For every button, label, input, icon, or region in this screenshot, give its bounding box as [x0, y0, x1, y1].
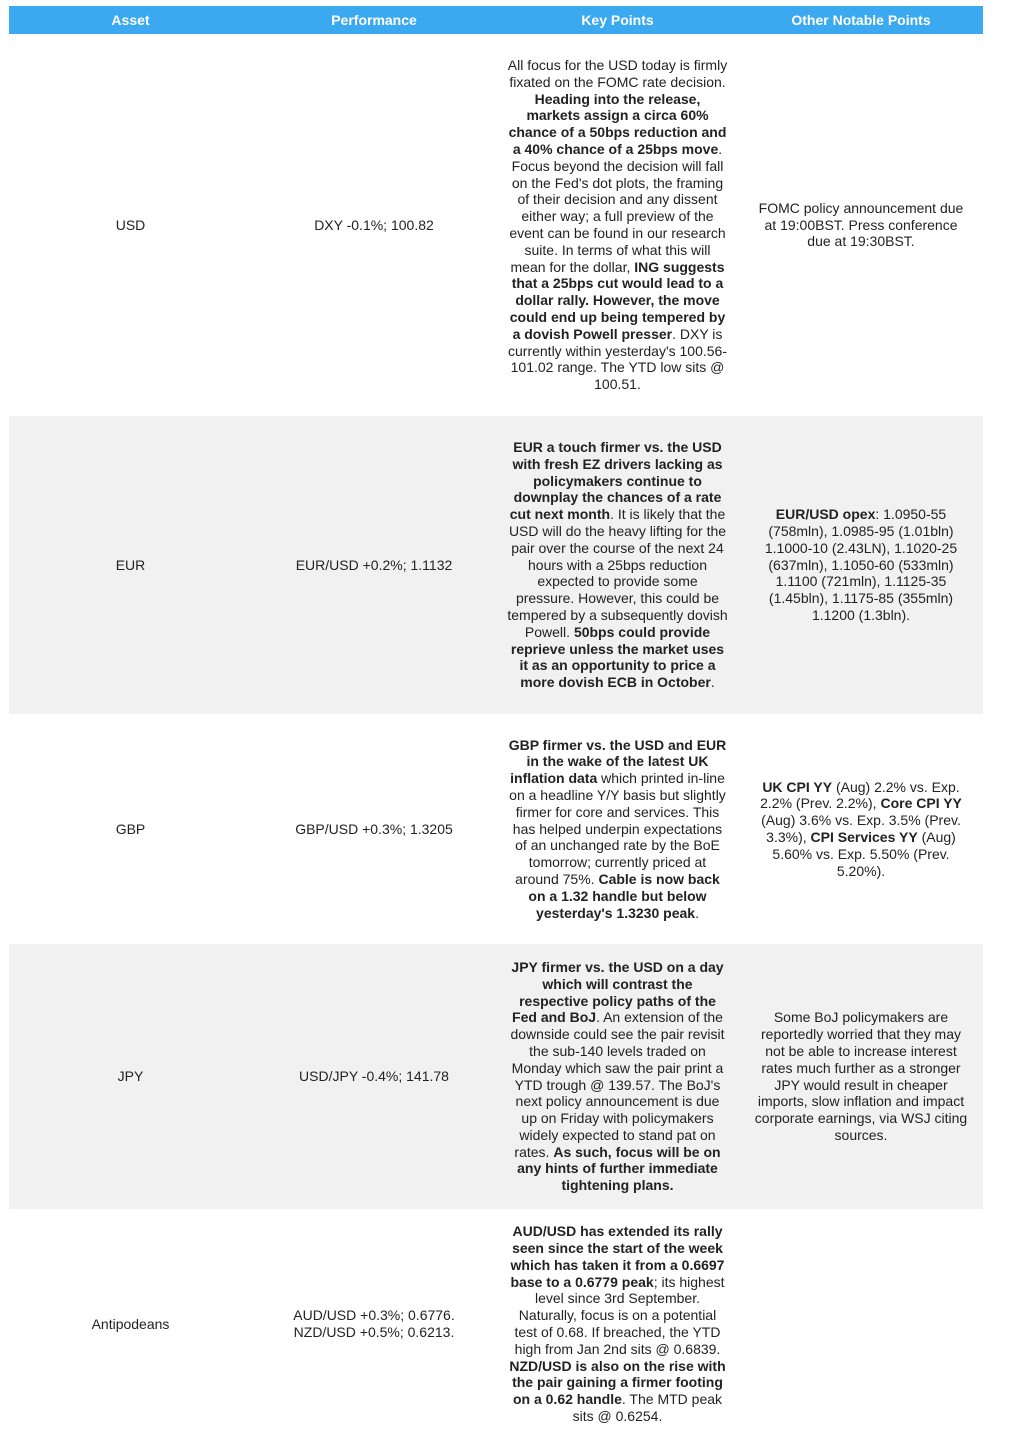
text: (Aug) 3.6% vs. Exp. 3.5% (Prev. 3.3%), [761, 812, 961, 845]
text: . DXY is currently within yesterday's 100.56-101.02 range. The YTD low sits @ 100.51. [508, 325, 727, 393]
other-points-cell [739, 714, 983, 944]
text: Some BoJ policymakers are reportedly worried that they may not be able to increase interest rates much further as a stronger JPY would result in cheaper imports, slow inflation and impact corporate earnings, via WSJ citing sources. [754, 1009, 968, 1143]
other-points-cell [739, 1209, 983, 1439]
other-points-cell [739, 416, 983, 714]
performance-line: AUD/USD +0.3%; 0.6776. [293, 1307, 455, 1324]
text: . [710, 674, 715, 691]
performance-cell [252, 944, 496, 1209]
header-performance: Performance [252, 6, 496, 34]
key-points-cell [496, 944, 739, 1209]
bold-text: 50bps could provide reprieve unless the market uses it as an opportunity to price a more dovish ECB in October [510, 623, 725, 691]
row-jpy [9, 944, 983, 1209]
bold-text: AUD/USD has extended its rally seen since the start of the week which has taken it from a 0.6697 base to a 0.6779 peak [510, 1223, 725, 1290]
performance-line: NZD/USD +0.5%; 0.6213. [293, 1324, 455, 1340]
bold-text: CPI Services YY [810, 829, 918, 845]
text: : 1.0950-55 (758mln), 1.0985-95 (1.01bln) 1.1000-10 (2.43LN), 1.1020-25 (637mln), 1.1050-60 (533mln) 1.1100 (721mln), 1.1125-35 (1.45bln), 1.1175-85 (355mln) 1.1200 (1.3bln). [764, 506, 958, 623]
text: . Focus beyond the decision will fall on the Fed's dot plots, the framing of their decision and any dissent either way; a full preview of the event can be found in our research suite. In terms of what this will mean for the dollar, [509, 141, 726, 275]
header-row [9, 6, 983, 34]
header-other-notable-points: Other Notable Points [739, 6, 983, 34]
other-points-cell [739, 944, 983, 1209]
asset-cell: Antipodeans [9, 1209, 252, 1439]
row-usd [9, 34, 983, 416]
performance-line: DXY -0.1%; 100.82 [314, 216, 434, 233]
bold-text: EUR a touch firmer vs. the USD with fresh EZ drivers lacking as policymakers continue to downplay the chances of a rate cut next month [509, 439, 723, 523]
asset-cell: USD [9, 34, 252, 416]
text: (Aug) 5.60% vs. Exp. 5.50% (Prev. 5.20%). [772, 829, 956, 879]
performance-cell [252, 416, 496, 714]
performance-line: USD/JPY -0.4%; 141.78 [299, 1068, 449, 1085]
bold-text: JPY firmer vs. the USD on a day which will contrast the respective policy paths of the Fed and BoJ [511, 958, 724, 1026]
text: . The MTD peak sits @ 0.6254. [572, 1391, 723, 1424]
text: . [695, 904, 699, 921]
asset-cell: EUR [9, 416, 252, 714]
header-asset: Asset [9, 6, 252, 34]
key-points-cell [496, 416, 739, 714]
bold-text: NZD/USD is also on the rise with the pair gaining a firmer footing on a 0.62 handle [509, 1357, 726, 1408]
bold-text: As such, focus will be on any hints of further immediate tightening plans. [517, 1143, 721, 1194]
row-gbp [9, 714, 983, 944]
other-points-cell [739, 34, 983, 416]
bold-text: UK CPI YY [762, 778, 833, 795]
performance-cell [252, 1209, 496, 1439]
fx-table [9, 6, 983, 1439]
performance-cell [252, 714, 496, 944]
row-antipodeans [9, 1209, 983, 1439]
row-eur [9, 416, 983, 714]
asset-cell: GBP [9, 714, 252, 944]
bold-text: Cable is now back on a 1.32 handle but below yesterday's 1.3230 peak [528, 870, 720, 921]
bold-text: EUR/USD opex [775, 506, 876, 523]
performance-cell [252, 34, 496, 416]
bold-text: Heading into the release, markets assign a circa 60% chance of a 50bps reduction and a 40% chance of a 25bps move [508, 90, 727, 158]
bold-text: Core CPI YY [880, 795, 962, 812]
key-points-cell [496, 34, 739, 416]
text: FOMC policy announcement due at 19:00BST. Press conference due at 19:30BST. [758, 199, 964, 250]
text: ; its highest level since 3rd September. Naturally, focus is on a potential test of 0.68. If breached, the YTD high from Jan 2nd sits @ 0.6839. [514, 1273, 725, 1357]
key-points-cell [496, 1209, 739, 1439]
asset-cell: JPY [9, 944, 252, 1209]
text: which printed in-line on a headline Y/Y basis but slightly firmer for core and services. This has helped underpin expectations of an unchanged rate by the BoE tomorrow; currently priced at around 75%. [509, 770, 726, 887]
text: (Aug) 2.2% vs. Exp. 2.2% (Prev. 2.2%), [760, 778, 960, 812]
text: . It is likely that the USD will do the heavy lifting for the pair over the course of the next 24 hours with a 25bps reduction expected to provide some pressure. However, this could be tempered by a subsequently dovish Powell. [507, 506, 728, 640]
bold-text: ING suggests that a 25bps cut would lead to a dollar rally. However, the move could end up being tempered by a dovish Powell presser [509, 258, 726, 342]
performance-line: EUR/USD +0.2%; 1.1132 [295, 556, 453, 573]
text: . An extension of the downside could see the pair revisit the sub-140 levels traded on Monday which saw the pair print a YTD trough @ 139.57. The BoJ's next policy announcement is due up on Friday with policymakers widely expected to stand pat on rates. [510, 1009, 725, 1160]
text: All focus for the USD today is firmly fixated on the FOMC rate decision. [507, 57, 728, 90]
key-points-cell [496, 714, 739, 944]
bold-text: GBP firmer vs. the USD and EUR in the wake of the latest UK inflation data [508, 736, 727, 787]
performance-line: GBP/USD +0.3%; 1.3205 [295, 820, 453, 837]
header-key-points: Key Points [496, 6, 739, 34]
